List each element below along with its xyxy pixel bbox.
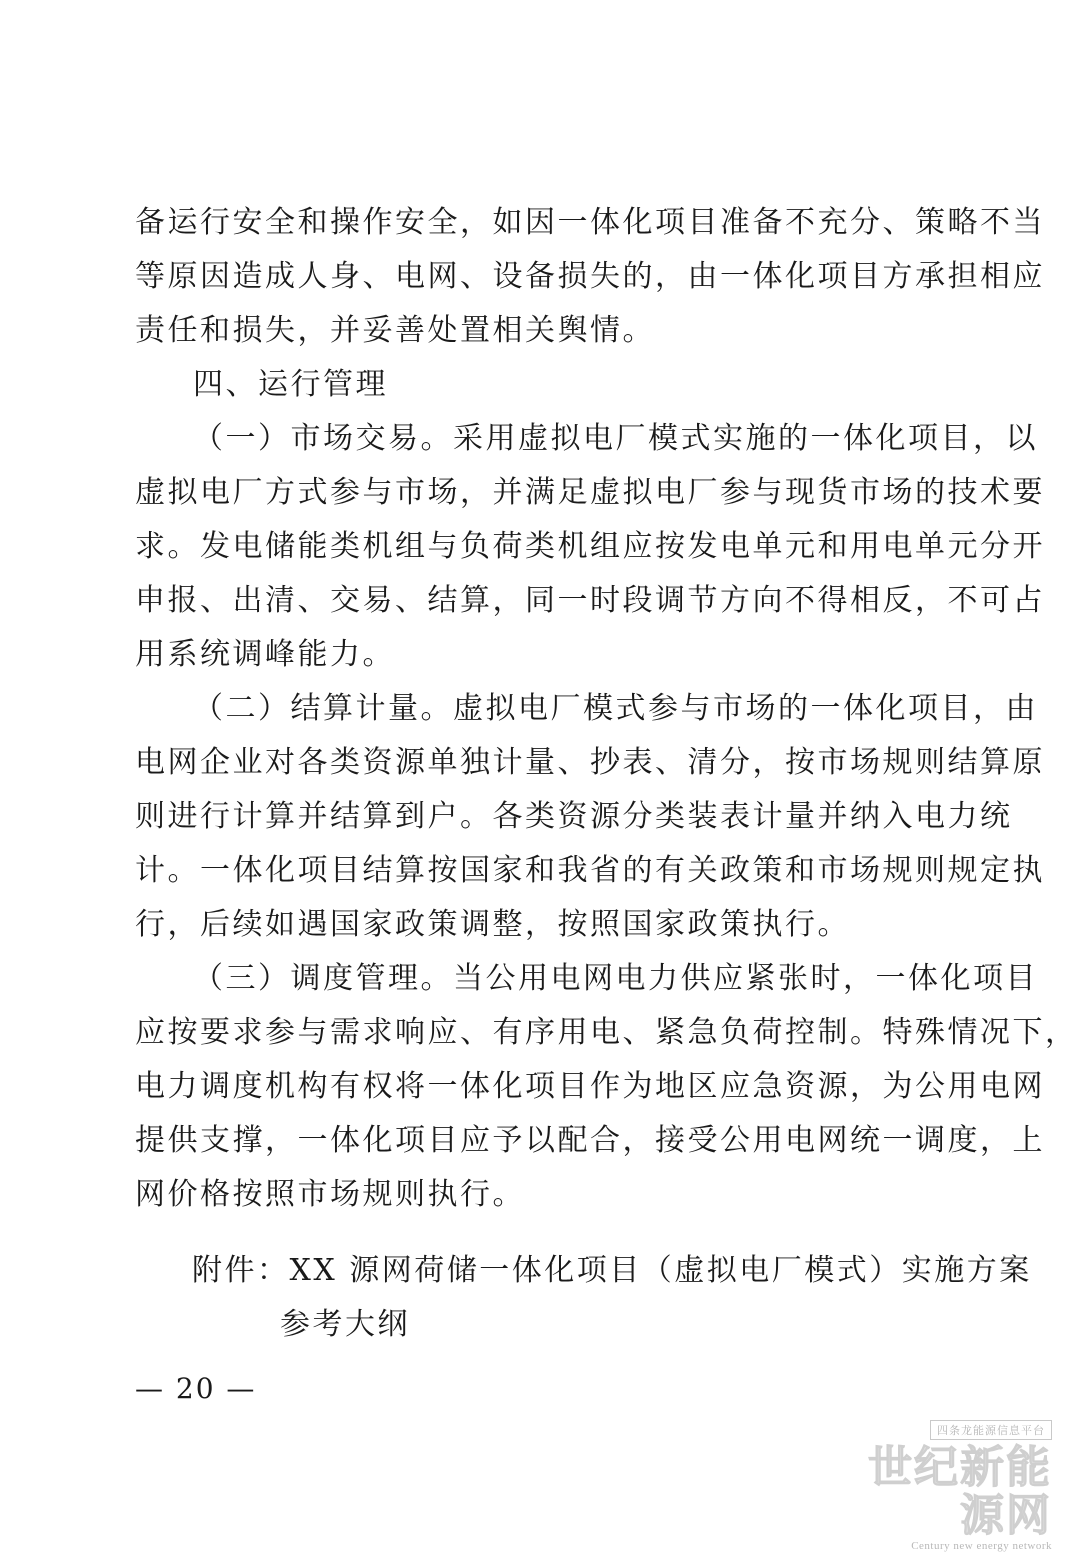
paragraph-line: 等原因造成人身、电网、设备损失的，由一体化项目方承担相应	[135, 259, 1045, 294]
paragraph-line: （二）结算计量。虚拟电厂模式参与市场的一体化项目，由	[193, 691, 1038, 726]
section-heading: 四、运行管理	[193, 367, 388, 402]
watermark-tag: 四条龙能源信息平台	[930, 1420, 1052, 1440]
watermark-logo	[842, 1419, 1052, 1552]
paragraph-line: 网价格按照市场规则执行。	[135, 1177, 525, 1212]
paragraph-line: 用系统调峰能力。	[135, 637, 395, 672]
paragraph-line: 行，后续如遇国家政策调整，按照国家政策执行。	[135, 907, 850, 942]
paragraph-line: 则进行计算并结算到户。各类资源分类装表计量并纳入电力统	[135, 799, 1013, 834]
paragraph-line: 计。一体化项目结算按国家和我省的有关政策和市场规则规定执	[135, 853, 1045, 888]
paragraph-line: 虚拟电厂方式参与市场，并满足虚拟电厂参与现货市场的技术要	[135, 475, 1045, 510]
paragraph-line: 提供支撑，一体化项目应予以配合，接受公用电网统一调度，上	[135, 1123, 1045, 1158]
paragraph-line: （三）调度管理。当公用电网电力供应紧张时，一体化项目	[193, 961, 1038, 996]
attachment-line: 参考大纲	[280, 1307, 410, 1342]
paragraph-line: 备运行安全和操作安全，如因一体化项目准备不充分、策略不当	[135, 205, 1045, 240]
watermark-subtitle: Century new energy network	[911, 1540, 1052, 1552]
watermark-title: 世纪新能源网	[868, 1442, 1052, 1541]
paragraph-line: 责任和损失，并妥善处置相关舆情。	[135, 313, 655, 348]
attachment-line: 附件：XX 源网荷储一体化项目（虚拟电厂模式）实施方案	[192, 1253, 1032, 1288]
paragraph-line: 申报、出清、交易、结算，同一时段调节方向不得相反，不可占	[135, 583, 1045, 618]
body-text	[135, 196, 1078, 1222]
paragraph-line: 应按要求参与需求响应、有序用电、紧急负荷控制。特殊情况下，	[135, 1015, 1078, 1050]
page-number: — 20 —	[135, 1372, 257, 1405]
paragraph-line: 电力调度机构有权将一体化项目作为地区应急资源，为公用电网	[135, 1069, 1045, 1104]
attachment-note	[192, 1244, 1032, 1352]
paragraph-line: 电网企业对各类资源单独计量、抄表、清分，按市场规则结算原	[135, 745, 1045, 780]
paragraph-line: 求。发电储能类机组与负荷类机组应按发电单元和用电单元分开	[135, 529, 1045, 564]
paragraph-line: （一）市场交易。采用虚拟电厂模式实施的一体化项目，以	[193, 421, 1038, 456]
